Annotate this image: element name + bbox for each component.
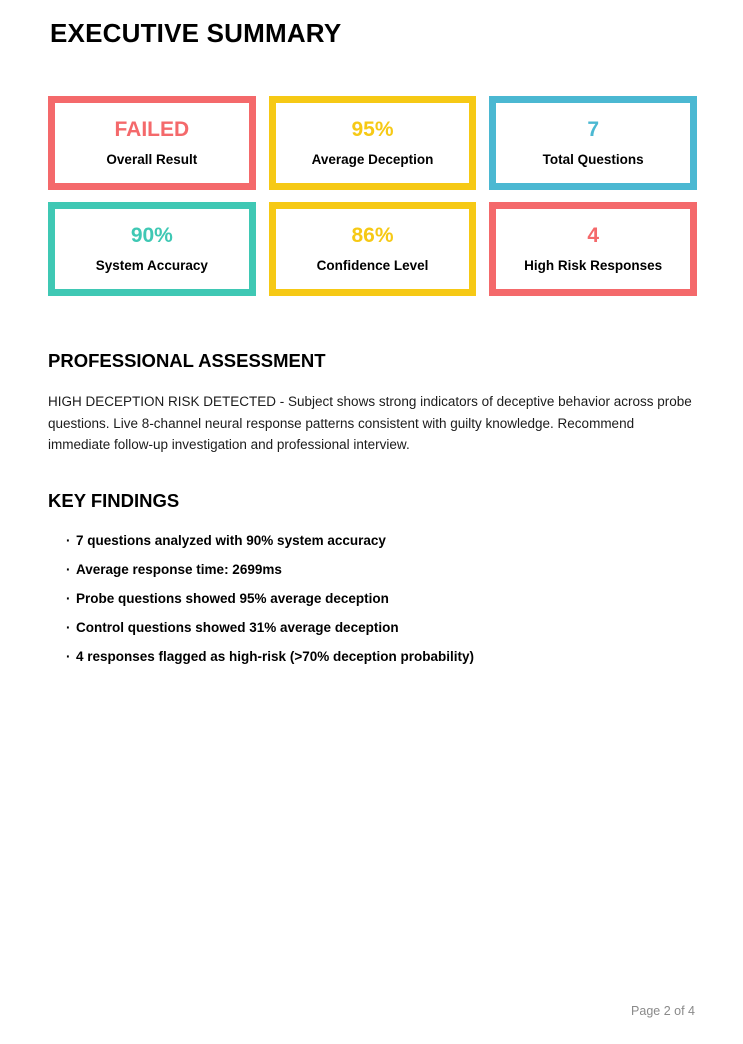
list-item: [48, 592, 697, 606]
stat-value: 90%: [130, 224, 173, 248]
list-item: [48, 563, 697, 577]
stat-value: 4: [587, 224, 599, 248]
section-heading-professional-assessment: PROFESSIONAL ASSESSMENT: [48, 350, 326, 371]
list-item-text: Average response time: 2699ms: [76, 561, 282, 577]
stat-card-overall-result: [48, 96, 256, 190]
list-item-text: Control questions showed 31% average deception: [76, 619, 399, 635]
list-item-text: Probe questions showed 95% average deception: [76, 590, 389, 606]
list-item: [48, 621, 697, 635]
page-number: Page 2 of 4: [631, 1004, 695, 1018]
key-findings-list: [48, 534, 697, 664]
stat-value: FAILED: [114, 118, 190, 142]
stat-card-grid: [48, 96, 697, 296]
stat-label: Average Deception: [311, 152, 434, 168]
stat-card-high-risk-responses: [489, 202, 697, 296]
section-heading-key-findings: KEY FINDINGS: [48, 489, 180, 511]
bullet-marker: ·: [66, 590, 71, 606]
bullet-marker: ·: [66, 532, 71, 548]
bullet-marker: ·: [66, 648, 71, 664]
stat-label: Confidence Level: [316, 258, 429, 274]
stat-label: High Risk Responses: [524, 258, 663, 274]
list-item: [48, 650, 697, 664]
page-title: EXECUTIVE SUMMARY: [50, 18, 342, 48]
stat-card-system-accuracy: [48, 202, 256, 296]
stat-value: 86%: [351, 224, 394, 248]
list-item: [48, 534, 697, 548]
stat-value: 95%: [351, 118, 394, 142]
list-item-text: 4 responses flagged as high-risk (>70% deception probability): [76, 648, 474, 664]
list-item-text: 7 questions analyzed with 90% system accuracy: [76, 532, 386, 548]
stat-label: Overall Result: [106, 152, 198, 168]
bullet-marker: ·: [66, 561, 71, 577]
stat-label: System Accuracy: [95, 258, 208, 274]
stat-value: 7: [587, 118, 599, 142]
stat-card-average-deception: [269, 96, 477, 190]
stat-card-confidence-level: [269, 202, 477, 296]
stat-label: Total Questions: [542, 152, 644, 168]
stat-card-total-questions: [489, 96, 697, 190]
assessment-paragraph: HIGH DECEPTION RISK DETECTED - Subject shows strong indicators of deceptive behavior across probe questions. Live 8-channel neural response patterns consistent with guilty knowledge. Recommend immediate follow-up investigation and professional interview.: [48, 394, 692, 452]
bullet-marker: ·: [66, 619, 71, 635]
